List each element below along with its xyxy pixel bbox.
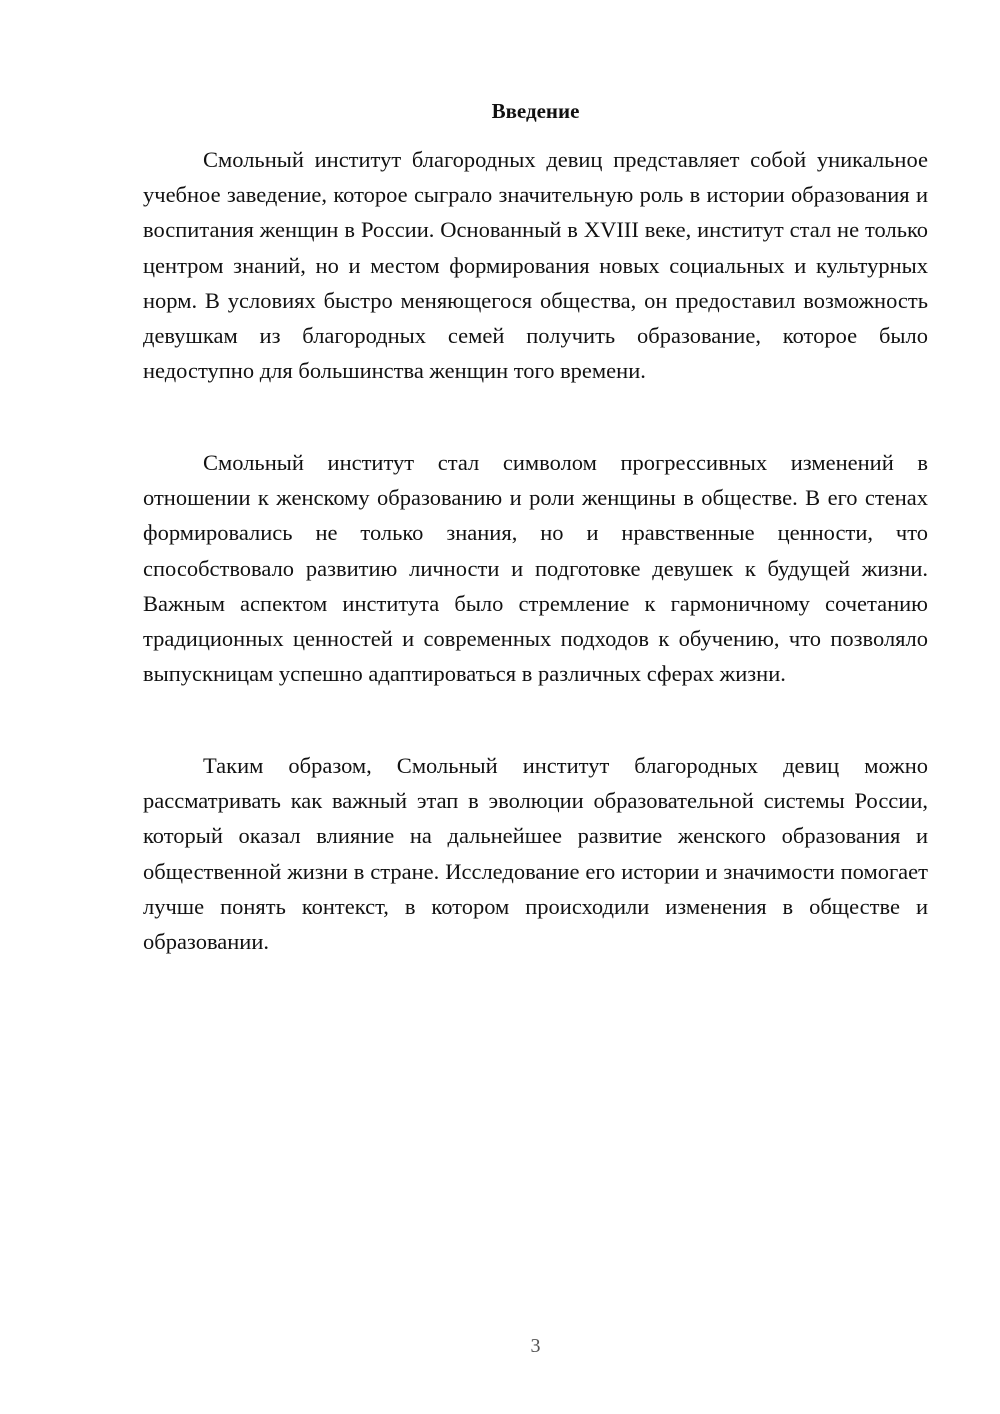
page-number: 3 [530,1335,541,1357]
paragraph-2: Смольный институт стал символом прогрессивных изменений в отношении к женскому образованию и роли женщины в обществе. В его стенах формировались не только знания, но и нравственные ценности, что способствовало развитию личности и подготовке девушек к будущей жизни. Важным аспектом института было стремление к гармоничному сочетанию традиционных ценностей и современных подходов к обучению, что позволяло выпускницам успешно адаптироваться в различных сферах жизни. [143,450,928,687]
paragraph-3: Таким образом, Смольный институт благородных девиц можно рассматривать как важный этап в эволюции образовательной системы России, который оказал влияние на дальнейшее развитие женского образования и общественной жизни в стране. Исследование его истории и значимости помогает лучше понять контекст, в котором происходили изменения в обществе и образовании. [143,753,928,955]
paragraph-1: Смольный институт благородных девиц представляет собой уникальное учебное заведение, которое сыграло значительную роль в истории образования и воспитания женщин в России. Основанный в XVIII веке, институт стал не только центром знаний, но и местом формирования новых социальных и культурных норм. В условиях быстро меняющегося общества, он предоставил возможность девушкам из благородных семей получить образование, которое было недоступно для большинства женщин того времени. [143,147,928,384]
section-heading: Введение [491,99,580,123]
